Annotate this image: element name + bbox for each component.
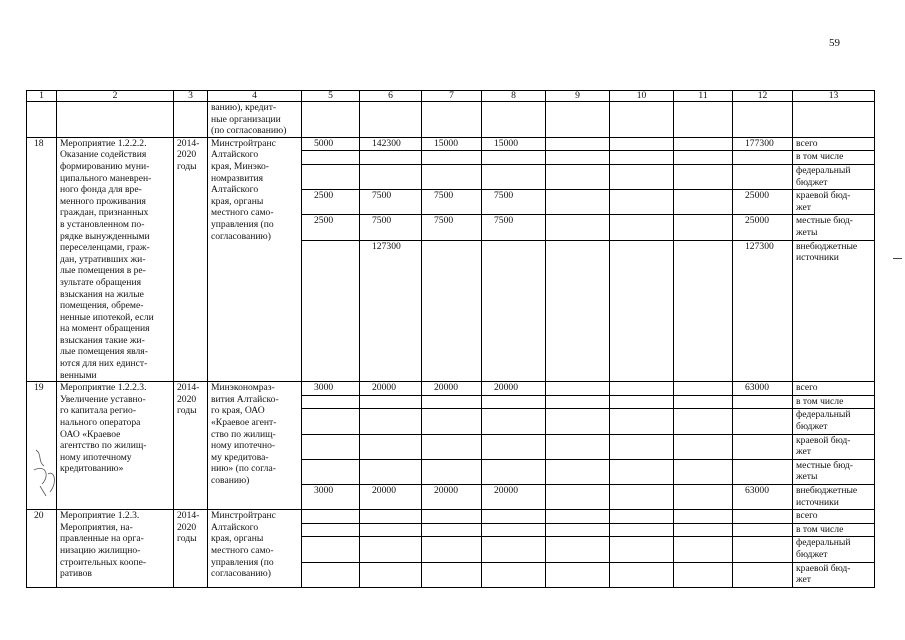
amount-total: 177300 <box>733 137 793 151</box>
amount-col-7: 20000 <box>422 485 482 510</box>
amount-col-8 <box>482 510 546 524</box>
table-row <box>27 510 875 524</box>
amount-col-6: 7500 <box>360 190 422 215</box>
amount-col-10 <box>610 395 674 409</box>
funding-source: федеральный бюджет <box>793 537 875 562</box>
continuation-row <box>27 102 875 138</box>
amount-col-5 <box>302 459 360 484</box>
amount-col-8 <box>482 240 546 382</box>
col-header-10: 10 <box>610 91 674 102</box>
amount-col-9 <box>546 395 610 409</box>
amount-col-10 <box>610 382 674 396</box>
funding-source: всего <box>793 510 875 524</box>
activity-period: 2014- 2020 годы <box>174 137 208 381</box>
amount-col-9 <box>546 137 610 151</box>
amount-col-10 <box>610 434 674 459</box>
funding-source: федеральный бюджет <box>793 409 875 434</box>
amount-col-6 <box>360 523 422 537</box>
table-row <box>27 382 875 396</box>
amount-total <box>733 459 793 484</box>
activity-period: 2014- 2020 годы <box>174 510 208 588</box>
amount-col-5: 2500 <box>302 215 360 240</box>
amount-col-7: 7500 <box>422 215 482 240</box>
amount-col-5 <box>302 510 360 524</box>
amount-total <box>733 165 793 190</box>
amount-total <box>733 395 793 409</box>
amount-col-7 <box>422 510 482 524</box>
amount-col-6 <box>360 165 422 190</box>
amount-col-8 <box>482 459 546 484</box>
amount-col-7 <box>422 562 482 587</box>
amount-col-11 <box>674 562 733 587</box>
amount-col-11 <box>674 165 733 190</box>
col-header-6: 6 <box>360 91 422 102</box>
col-header-13: 13 <box>793 91 875 102</box>
table-row <box>27 137 875 151</box>
col-header-11: 11 <box>674 91 733 102</box>
amount-total <box>733 562 793 587</box>
amount-col-11 <box>674 537 733 562</box>
amount-col-7 <box>422 395 482 409</box>
funding-source: федеральный бюджет <box>793 165 875 190</box>
amount-col-11 <box>674 215 733 240</box>
amount-col-9 <box>546 485 610 510</box>
program-activities-table <box>26 90 875 588</box>
amount-col-9 <box>546 190 610 215</box>
col-header-8: 8 <box>482 91 546 102</box>
amount-col-10 <box>610 523 674 537</box>
amount-col-6: 20000 <box>360 382 422 396</box>
amount-col-7 <box>422 537 482 562</box>
amount-col-9 <box>546 382 610 396</box>
amount-col-9 <box>546 434 610 459</box>
row-number: 19 <box>27 382 57 510</box>
amount-col-5 <box>302 409 360 434</box>
amount-col-8: 20000 <box>482 382 546 396</box>
amount-col-10 <box>610 137 674 151</box>
amount-col-7: 20000 <box>422 382 482 396</box>
col-header-9: 9 <box>546 91 610 102</box>
amount-col-11 <box>674 395 733 409</box>
funding-source: краевой бюд- жет <box>793 562 875 587</box>
amount-col-5 <box>302 434 360 459</box>
amount-total: 25000 <box>733 190 793 215</box>
funding-source: местные бюд- жеты <box>793 459 875 484</box>
amount-col-5 <box>302 240 360 382</box>
handwritten-mark <box>28 440 74 498</box>
amount-total <box>733 409 793 434</box>
amount-col-9 <box>546 215 610 240</box>
activity-executor: Минэкономраз- вития Алтайско- го края, ОАО «Краевое агент- ство по жилищ- ному ипотечно- му кредитова- нию» (по согла- сованию) <box>208 382 302 510</box>
amount-col-5: 3000 <box>302 485 360 510</box>
amount-col-9 <box>546 240 610 382</box>
row-number: 18 <box>27 137 57 381</box>
amount-col-5: 5000 <box>302 137 360 151</box>
table-body <box>27 91 875 588</box>
funding-source: в том числе <box>793 395 875 409</box>
col-header-2: 2 <box>57 91 174 102</box>
activity-period: 2014- 2020 годы <box>174 382 208 510</box>
amount-col-8 <box>482 409 546 434</box>
amount-total: 63000 <box>733 382 793 396</box>
amount-col-11 <box>674 137 733 151</box>
funding-source: внебюджетные источники <box>793 240 875 382</box>
funding-source: краевой бюд- жет <box>793 190 875 215</box>
amount-col-8 <box>482 562 546 587</box>
header-row <box>27 91 875 102</box>
amount-col-7 <box>422 459 482 484</box>
amount-col-6: 20000 <box>360 485 422 510</box>
funding-source: внебюджетные источники <box>793 485 875 510</box>
amount-col-8: 20000 <box>482 485 546 510</box>
col-header-4: 4 <box>208 91 302 102</box>
amount-col-6: 7500 <box>360 215 422 240</box>
amount-col-11 <box>674 434 733 459</box>
amount-col-6 <box>360 537 422 562</box>
amount-total <box>733 510 793 524</box>
amount-col-7 <box>422 523 482 537</box>
continuation-executor: ванию), кредит- ные организации (по согласованию) <box>208 102 302 138</box>
amount-col-10 <box>610 510 674 524</box>
amount-col-10 <box>610 151 674 165</box>
funding-source: всего <box>793 137 875 151</box>
amount-col-11 <box>674 510 733 524</box>
amount-col-5: 3000 <box>302 382 360 396</box>
amount-col-9 <box>546 151 610 165</box>
amount-col-7 <box>422 165 482 190</box>
amount-col-10 <box>610 485 674 510</box>
margin-mark <box>893 258 902 259</box>
amount-col-5 <box>302 523 360 537</box>
amount-col-11 <box>674 240 733 382</box>
amount-col-7 <box>422 240 482 382</box>
funding-source: местные бюд- жеты <box>793 215 875 240</box>
funding-source: в том числе <box>793 523 875 537</box>
activity-executor: Минстройтранс Алтайского края, Минэко- номразвития Алтайского края, органы местного само- управления (по согласованию) <box>208 137 302 381</box>
amount-col-6 <box>360 395 422 409</box>
amount-total: 63000 <box>733 485 793 510</box>
amount-col-11 <box>674 459 733 484</box>
amount-col-9 <box>546 510 610 524</box>
amount-col-7 <box>422 409 482 434</box>
amount-col-6 <box>360 510 422 524</box>
activity-name: Мероприятие 1.2.3. Мероприятия, на- правленные на орга- низацию жилищно- строительных коопе- ративов <box>57 510 174 588</box>
amount-col-9 <box>546 459 610 484</box>
amount-col-9 <box>546 409 610 434</box>
amount-col-8: 15000 <box>482 137 546 151</box>
amount-col-10 <box>610 215 674 240</box>
amount-total <box>733 434 793 459</box>
amount-col-10 <box>610 240 674 382</box>
funding-source: краевой бюд- жет <box>793 434 875 459</box>
amount-col-11 <box>674 190 733 215</box>
amount-col-10 <box>610 537 674 562</box>
amount-total <box>733 151 793 165</box>
amount-col-9 <box>546 523 610 537</box>
amount-col-7 <box>422 151 482 165</box>
amount-col-7: 15000 <box>422 137 482 151</box>
amount-col-11 <box>674 523 733 537</box>
amount-col-8 <box>482 165 546 190</box>
amount-total <box>733 537 793 562</box>
amount-col-10 <box>610 165 674 190</box>
amount-col-6: 142300 <box>360 137 422 151</box>
funding-source: всего <box>793 382 875 396</box>
amount-col-8: 7500 <box>482 190 546 215</box>
col-header-1: 1 <box>27 91 57 102</box>
activity-executor: Минстройтранс Алтайского края, органы местного само- управления (по согласованию) <box>208 510 302 588</box>
amount-col-10 <box>610 562 674 587</box>
amount-col-8 <box>482 151 546 165</box>
amount-col-6 <box>360 409 422 434</box>
amount-col-8: 7500 <box>482 215 546 240</box>
amount-col-11 <box>674 382 733 396</box>
amount-total <box>733 523 793 537</box>
amount-col-11 <box>674 409 733 434</box>
row-number: 20 <box>27 510 57 588</box>
funding-source: в том числе <box>793 151 875 165</box>
amount-col-6 <box>360 151 422 165</box>
amount-col-10 <box>610 190 674 215</box>
col-header-5: 5 <box>302 91 360 102</box>
amount-col-9 <box>546 537 610 562</box>
amount-total: 127300 <box>733 240 793 382</box>
amount-col-9 <box>546 562 610 587</box>
amount-col-5 <box>302 165 360 190</box>
amount-col-5 <box>302 151 360 165</box>
amount-col-5: 2500 <box>302 190 360 215</box>
amount-col-6 <box>360 459 422 484</box>
col-header-3: 3 <box>174 91 208 102</box>
amount-col-7 <box>422 434 482 459</box>
amount-col-11 <box>674 485 733 510</box>
amount-col-5 <box>302 537 360 562</box>
col-header-7: 7 <box>422 91 482 102</box>
amount-col-8 <box>482 395 546 409</box>
col-header-12: 12 <box>733 91 793 102</box>
amount-col-5 <box>302 562 360 587</box>
amount-col-11 <box>674 151 733 165</box>
amount-total: 25000 <box>733 215 793 240</box>
amount-col-8 <box>482 537 546 562</box>
amount-col-9 <box>546 165 610 190</box>
activity-name: Мероприятие 1.2.2.2. Оказание содействия формированию муни- ципального маневрен- ного фонда для вре- менного проживания граждан, признанных в установленном по- рядке вынужденными переселенцами, граж- дан, утративших жи- лые помещения в ре- зультате обращения взыскания на жилые помещения, обреме- ненные ипотекой, если на момент обращения взыскания такие жи- лые помещения явля- ются для них единст- венными <box>57 137 174 381</box>
amount-col-8 <box>482 523 546 537</box>
amount-col-8 <box>482 434 546 459</box>
amount-col-6: 127300 <box>360 240 422 382</box>
amount-col-10 <box>610 459 674 484</box>
amount-col-10 <box>610 409 674 434</box>
amount-col-6 <box>360 562 422 587</box>
page-number: 59 <box>829 37 840 49</box>
amount-col-5 <box>302 395 360 409</box>
activity-name: Мероприятие 1.2.2.3. Увеличение уставно- го капитала регио- нального оператора ОАО «Краевое агентство по жилищ- ному ипотечному кредитованию» <box>57 382 174 510</box>
amount-col-6 <box>360 434 422 459</box>
amount-col-7: 7500 <box>422 190 482 215</box>
